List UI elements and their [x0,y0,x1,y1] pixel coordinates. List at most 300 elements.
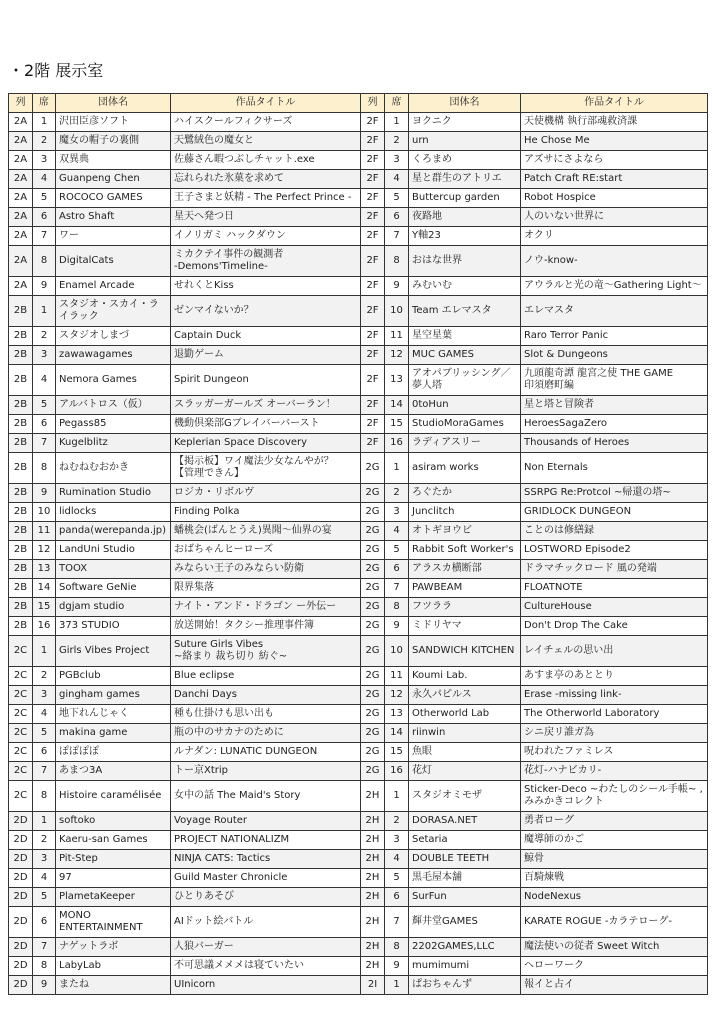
seat-cell: 5 [385,869,409,888]
group-name-cell: Koumi Lab. [409,667,521,686]
work-title-cell: シニ戻リ誰ガ為 [521,724,708,743]
group-name-cell: ぱおちゃんず [409,976,521,995]
seat-cell: 4 [33,365,56,396]
work-title-cell: Captain Duck [171,327,361,346]
seat-cell: 11 [33,522,56,541]
work-title-cell: せれくとKiss [171,277,361,296]
table-row [9,189,708,208]
seat-cell: 6 [385,888,409,907]
row-cell: 2H [361,781,385,812]
seat-cell: 16 [33,617,56,636]
group-name-cell: StudioMoraGames [409,415,521,434]
work-title-cell: レイチェルの思い出 [521,636,708,667]
row-cell: 2B [9,522,33,541]
group-name-cell: Junclitch [409,503,521,522]
header-group-col: 団体名 [409,94,521,113]
row-cell: 2A [9,189,33,208]
page-title: ・2階 展示室 [8,61,104,80]
row-cell: 2C [9,686,33,705]
seat-cell: 1 [33,296,56,327]
row-cell: 2D [9,976,33,995]
row-cell: 2C [9,781,33,812]
seat-cell: 1 [385,781,409,812]
work-title-cell: エレマスタ [521,296,708,327]
group-name-cell: オトギヨウビ [409,522,521,541]
seat-cell: 10 [33,503,56,522]
seat-cell: 5 [33,724,56,743]
work-title-cell: 不可思議メメメは寝ていたい [171,957,361,976]
group-name-cell: 地下れんじゃく [56,705,171,724]
header-row [9,94,708,113]
row-cell: 2G [361,541,385,560]
work-title-cell: おばちゃんヒーローズ [171,541,361,560]
work-title-cell: アウラルと光の竜〜Gathering Light〜 [521,277,708,296]
work-title-cell: Slot & Dungeons [521,346,708,365]
row-cell: 2F [361,208,385,227]
table-row [9,869,708,888]
row-cell: 2B [9,365,33,396]
row-cell: 2C [9,636,33,667]
row-cell: 2A [9,113,33,132]
group-name-cell: Guanpeng Chen [56,170,171,189]
seat-cell: 10 [385,296,409,327]
group-name-cell: Software GeNie [56,579,171,598]
work-title-cell: トー京Xtrip [171,762,361,781]
seat-cell: 2 [33,327,56,346]
group-name-cell: アオパブリッシング／夢人塔 [409,365,521,396]
group-name-cell: Enamel Arcade [56,277,171,296]
work-title-cell: 王子さまと妖精 - The Perfect Prince - [171,189,361,208]
table-row [9,227,708,246]
row-cell: 2C [9,705,33,724]
table-row [9,132,708,151]
seat-cell: 3 [33,151,56,170]
row-cell: 2B [9,296,33,327]
work-title-cell: 人のいない世界に [521,208,708,227]
seat-cell: 2 [385,132,409,151]
work-title-cell: Raro Terror Panic [521,327,708,346]
seat-cell: 5 [385,189,409,208]
work-title-cell: 星天へ発つ日 [171,208,361,227]
seat-cell: 6 [33,907,56,938]
table-row [9,484,708,503]
work-title-cell: He Chose Me [521,132,708,151]
header-title-col: 作品タイトル [521,94,708,113]
group-name-cell: SANDWICH KITCHEN [409,636,521,667]
work-title-cell: 退勤ゲーム [171,346,361,365]
work-title-cell: アズサにさよなら [521,151,708,170]
seat-cell: 2 [33,831,56,850]
row-cell: 2D [9,831,33,850]
work-title-cell: Guild Master Chronicle [171,869,361,888]
seat-cell: 12 [385,686,409,705]
row-cell: 2G [361,762,385,781]
group-name-cell: ラディアスリー [409,434,521,453]
work-title-cell: Blue eclipse [171,667,361,686]
seat-cell: 7 [33,938,56,957]
group-name-cell: くろまめ [409,151,521,170]
seat-cell: 9 [33,976,56,995]
group-name-cell: zawawagames [56,346,171,365]
work-title-cell: 星と塔と冒険者 [521,396,708,415]
work-title-cell: ミカクテイ事件の観測者 -Demons'Timeline- [171,246,361,277]
group-name-cell: 永久パピルス [409,686,521,705]
exhibit-table [8,93,708,995]
table-row [9,246,708,277]
group-name-cell: アラスカ横断部 [409,560,521,579]
seat-cell: 4 [33,869,56,888]
work-title-cell: みならい王子のみならい防衛 [171,560,361,579]
row-cell: 2H [361,869,385,888]
group-name-cell: ろぐたか [409,484,521,503]
table-row [9,434,708,453]
table-row [9,743,708,762]
row-cell: 2G [361,503,385,522]
seat-cell: 15 [385,415,409,434]
group-name-cell: panda(werepanda.jp) [56,522,171,541]
work-title-cell: 瓶の中のサカナのために [171,724,361,743]
group-name-cell: 夜路地 [409,208,521,227]
work-title-cell: 女中の話 The Maid's Story [171,781,361,812]
work-title-cell: オクリ [521,227,708,246]
work-title-cell: Sticker-Deco ~わたしのシール手帳~ , みみかきコレクト [521,781,708,812]
seat-cell: 3 [33,850,56,869]
row-cell: 2F [361,277,385,296]
table-row [9,976,708,995]
row-cell: 2I [361,976,385,995]
group-name-cell: スタジオしまづ [56,327,171,346]
seat-cell: 10 [385,636,409,667]
seat-cell: 1 [385,976,409,995]
work-title-cell: Patch Craft RE:start [521,170,708,189]
row-cell: 2A [9,132,33,151]
seat-cell: 12 [385,346,409,365]
table-row [9,957,708,976]
group-name-cell: 魔女の帽子の裏側 [56,132,171,151]
seat-cell: 7 [385,907,409,938]
row-cell: 2G [361,617,385,636]
row-cell: 2G [361,579,385,598]
group-name-cell: DORASA.NET [409,812,521,831]
work-title-cell: UInicorn [171,976,361,995]
row-cell: 2H [361,907,385,938]
group-name-cell: Otherworld Lab [409,705,521,724]
work-title-cell: 呪われたファミレス [521,743,708,762]
seat-cell: 13 [33,560,56,579]
seat-cell: 4 [385,522,409,541]
table-row [9,724,708,743]
table-row [9,705,708,724]
row-cell: 2B [9,503,33,522]
work-title-cell: 鯨骨 [521,850,708,869]
group-name-cell: Y軸23 [409,227,521,246]
table-row [9,667,708,686]
seat-cell: 9 [385,957,409,976]
seat-cell: 5 [33,888,56,907]
seat-cell: 7 [385,579,409,598]
group-name-cell: softoko [56,812,171,831]
table-row [9,598,708,617]
seat-cell: 8 [33,246,56,277]
work-title-cell: Suture Girls Vibes ~絡まり 裁ち切り 紡ぐ~ [171,636,361,667]
work-title-cell: 報イと占イ [521,976,708,995]
row-cell: 2D [9,938,33,957]
table-row [9,812,708,831]
seat-cell: 9 [385,617,409,636]
table-row [9,617,708,636]
seat-cell: 2 [33,667,56,686]
group-name-cell: gingham games [56,686,171,705]
work-title-cell: FLOATNOTE [521,579,708,598]
row-cell: 2C [9,667,33,686]
work-title-cell: ノウ-know- [521,246,708,277]
table-row [9,503,708,522]
row-cell: 2D [9,850,33,869]
table-row [9,686,708,705]
work-title-cell: 魔法使いの従者 Sweet Witch [521,938,708,957]
group-name-cell: 双異典 [56,151,171,170]
group-name-cell: ねむねむおかき [56,453,171,484]
group-name-cell: Kaeru-san Games [56,831,171,850]
row-cell: 2B [9,617,33,636]
group-name-cell: 0toHun [409,396,521,415]
seat-cell: 4 [33,705,56,724]
work-title-cell: Erase -missing link- [521,686,708,705]
work-title-cell: 勇者ローグ [521,812,708,831]
seat-cell: 7 [33,762,56,781]
row-cell: 2G [361,453,385,484]
seat-cell: 3 [385,503,409,522]
group-name-cell: フツララ [409,598,521,617]
seat-cell: 13 [385,365,409,396]
seat-cell: 11 [385,327,409,346]
group-name-cell: 沢田臣彦ソフト [56,113,171,132]
row-cell: 2H [361,831,385,850]
work-title-cell: 【掲示板】ワイ魔法少女なんやが？ 【管理できん】 [171,453,361,484]
group-name-cell: ROCOCO GAMES [56,189,171,208]
row-cell: 2H [361,957,385,976]
header-group-col: 団体名 [56,94,171,113]
group-name-cell: Histoire caramélisée [56,781,171,812]
group-name-cell: ヨクニク [409,113,521,132]
seat-cell: 5 [33,396,56,415]
seat-cell: 15 [33,598,56,617]
row-cell: 2H [361,850,385,869]
row-cell: 2F [361,327,385,346]
seat-cell: 14 [33,579,56,598]
group-name-cell: みむいむ [409,277,521,296]
table-row [9,762,708,781]
group-name-cell: ナゲットラボ [56,938,171,957]
group-name-cell: SurFun [409,888,521,907]
group-name-cell: Team エレマスタ [409,296,521,327]
seat-cell: 5 [385,541,409,560]
row-cell: 2F [361,170,385,189]
row-cell: 2G [361,636,385,667]
seat-cell: 1 [33,812,56,831]
work-title-cell: スラッガーガールズ オーバーラン！ [171,396,361,415]
row-cell: 2F [361,434,385,453]
row-cell: 2H [361,938,385,957]
row-cell: 2A [9,246,33,277]
row-cell: 2D [9,957,33,976]
row-cell: 2B [9,327,33,346]
work-title-cell: 魔導師のかご [521,831,708,850]
seat-cell: 7 [33,434,56,453]
group-name-cell: ぽぽぽぽ [56,743,171,762]
seat-cell: 6 [33,415,56,434]
work-title-cell: ひとりあそび [171,888,361,907]
seat-cell: 8 [33,453,56,484]
row-cell: 2B [9,484,33,503]
group-name-cell: 花灯 [409,762,521,781]
header-row-col: 列 [361,94,385,113]
table-row [9,907,708,938]
work-title-cell: 佐藤さん暇つぶしチャット.exe [171,151,361,170]
work-title-cell: 人狼バーガー [171,938,361,957]
table-row [9,151,708,170]
work-title-cell: 忘れられた氷菓を求めて [171,170,361,189]
seat-cell: 4 [385,850,409,869]
work-title-cell: Voyage Router [171,812,361,831]
row-cell: 2B [9,346,33,365]
seat-cell: 2 [385,484,409,503]
seat-cell: 6 [385,560,409,579]
work-title-cell: Keplerian Space Discovery [171,434,361,453]
seat-cell: 12 [33,541,56,560]
group-name-cell: LandUni Studio [56,541,171,560]
group-name-cell: PlametaKeeper [56,888,171,907]
group-name-cell: riinwin [409,724,521,743]
row-cell: 2C [9,724,33,743]
seat-cell: 1 [385,453,409,484]
table-row [9,296,708,327]
group-name-cell: DOUBLE TEETH [409,850,521,869]
work-title-cell: NINJA CATS: Tactics [171,850,361,869]
work-title-cell: あすま亭のあととり [521,667,708,686]
group-name-cell: DigitalCats [56,246,171,277]
row-cell: 2C [9,743,33,762]
header-seat-col: 席 [385,94,409,113]
group-name-cell: またね [56,976,171,995]
row-cell: 2F [361,189,385,208]
group-name-cell: Kugelblitz [56,434,171,453]
group-name-cell: 星と群生のアトリエ [409,170,521,189]
work-title-cell: Thousands of Heroes [521,434,708,453]
seat-cell: 6 [385,208,409,227]
group-name-cell: Pegass85 [56,415,171,434]
work-title-cell: HeroesSagaZero [521,415,708,434]
seat-cell: 6 [33,208,56,227]
work-title-cell: Non Eternals [521,453,708,484]
work-title-cell: ことのは修繕録 [521,522,708,541]
group-name-cell: Buttercup garden [409,189,521,208]
group-name-cell: Setaria [409,831,521,850]
row-cell: 2G [361,522,385,541]
work-title-cell: 種も仕掛けも思い出も [171,705,361,724]
work-title-cell: 九頭龍奇譚 龍宮之使 THE GAME 印須磨町編 [521,365,708,396]
work-title-cell: 機動倶楽部Gブレイバーバースト [171,415,361,434]
seat-cell: 3 [385,831,409,850]
group-name-cell: Rumination Studio [56,484,171,503]
work-title-cell: ゼンマイないか？ [171,296,361,327]
work-title-cell: ハイスクールフィクサーズ [171,113,361,132]
row-cell: 2B [9,541,33,560]
row-cell: 2B [9,560,33,579]
work-title-cell: The Otherworld Laboratory [521,705,708,724]
table-row [9,781,708,812]
work-title-cell: ヘローワーク [521,957,708,976]
row-cell: 2F [361,415,385,434]
seat-cell: 8 [385,598,409,617]
table-row [9,277,708,296]
row-cell: 2G [361,484,385,503]
work-title-cell: 天鷺絨色の魔女と [171,132,361,151]
row-cell: 2B [9,434,33,453]
work-title-cell: ルナダン: LUNATIC DUNGEON [171,743,361,762]
row-cell: 2F [361,246,385,277]
group-name-cell: MONO ENTERTAINMENT [56,907,171,938]
group-name-cell: ミドリヤマ [409,617,521,636]
row-cell: 2D [9,812,33,831]
table-row [9,327,708,346]
group-name-cell: LabyLab [56,957,171,976]
work-title-cell: CultureHouse [521,598,708,617]
row-cell: 2B [9,396,33,415]
group-name-cell: スタジオ・スカイ・ライラック [56,296,171,327]
seat-cell: 5 [33,189,56,208]
table-row [9,888,708,907]
group-name-cell: あまつ3A [56,762,171,781]
header-row-col: 列 [9,94,33,113]
seat-cell: 16 [385,434,409,453]
work-title-cell: PROJECT NATIONALIZM [171,831,361,850]
row-cell: 2F [361,132,385,151]
table-row [9,113,708,132]
seat-cell: 14 [385,396,409,415]
seat-cell: 1 [33,113,56,132]
table-row [9,396,708,415]
row-cell: 2G [361,560,385,579]
table-row [9,636,708,667]
group-name-cell: PGBclub [56,667,171,686]
work-title-cell: Robot Hospice [521,189,708,208]
group-name-cell: MUC GAMES [409,346,521,365]
row-cell: 2B [9,579,33,598]
seat-cell: 14 [385,724,409,743]
row-cell: 2F [361,396,385,415]
group-name-cell: urn [409,132,521,151]
seat-cell: 8 [33,957,56,976]
group-name-cell: dgjam studio [56,598,171,617]
seat-cell: 8 [385,938,409,957]
row-cell: 2F [361,151,385,170]
row-cell: 2B [9,453,33,484]
row-cell: 2G [361,667,385,686]
header-seat-col: 席 [33,94,56,113]
work-title-cell: ドラマチックロード 風の発端 [521,560,708,579]
work-title-cell: LOSTWORD Episode2 [521,541,708,560]
work-title-cell: KARATE ROGUE -カラテローグ- [521,907,708,938]
work-title-cell: イノリガミ ハックダウン [171,227,361,246]
seat-cell: 11 [385,667,409,686]
group-name-cell: 2202GAMES,LLC [409,938,521,957]
work-title-cell: 蟠桃会(ばんとうえ)異聞〜仙界の宴 [171,522,361,541]
row-cell: 2B [9,415,33,434]
group-name-cell: Astro Shaft [56,208,171,227]
table-row [9,365,708,396]
row-cell: 2D [9,888,33,907]
